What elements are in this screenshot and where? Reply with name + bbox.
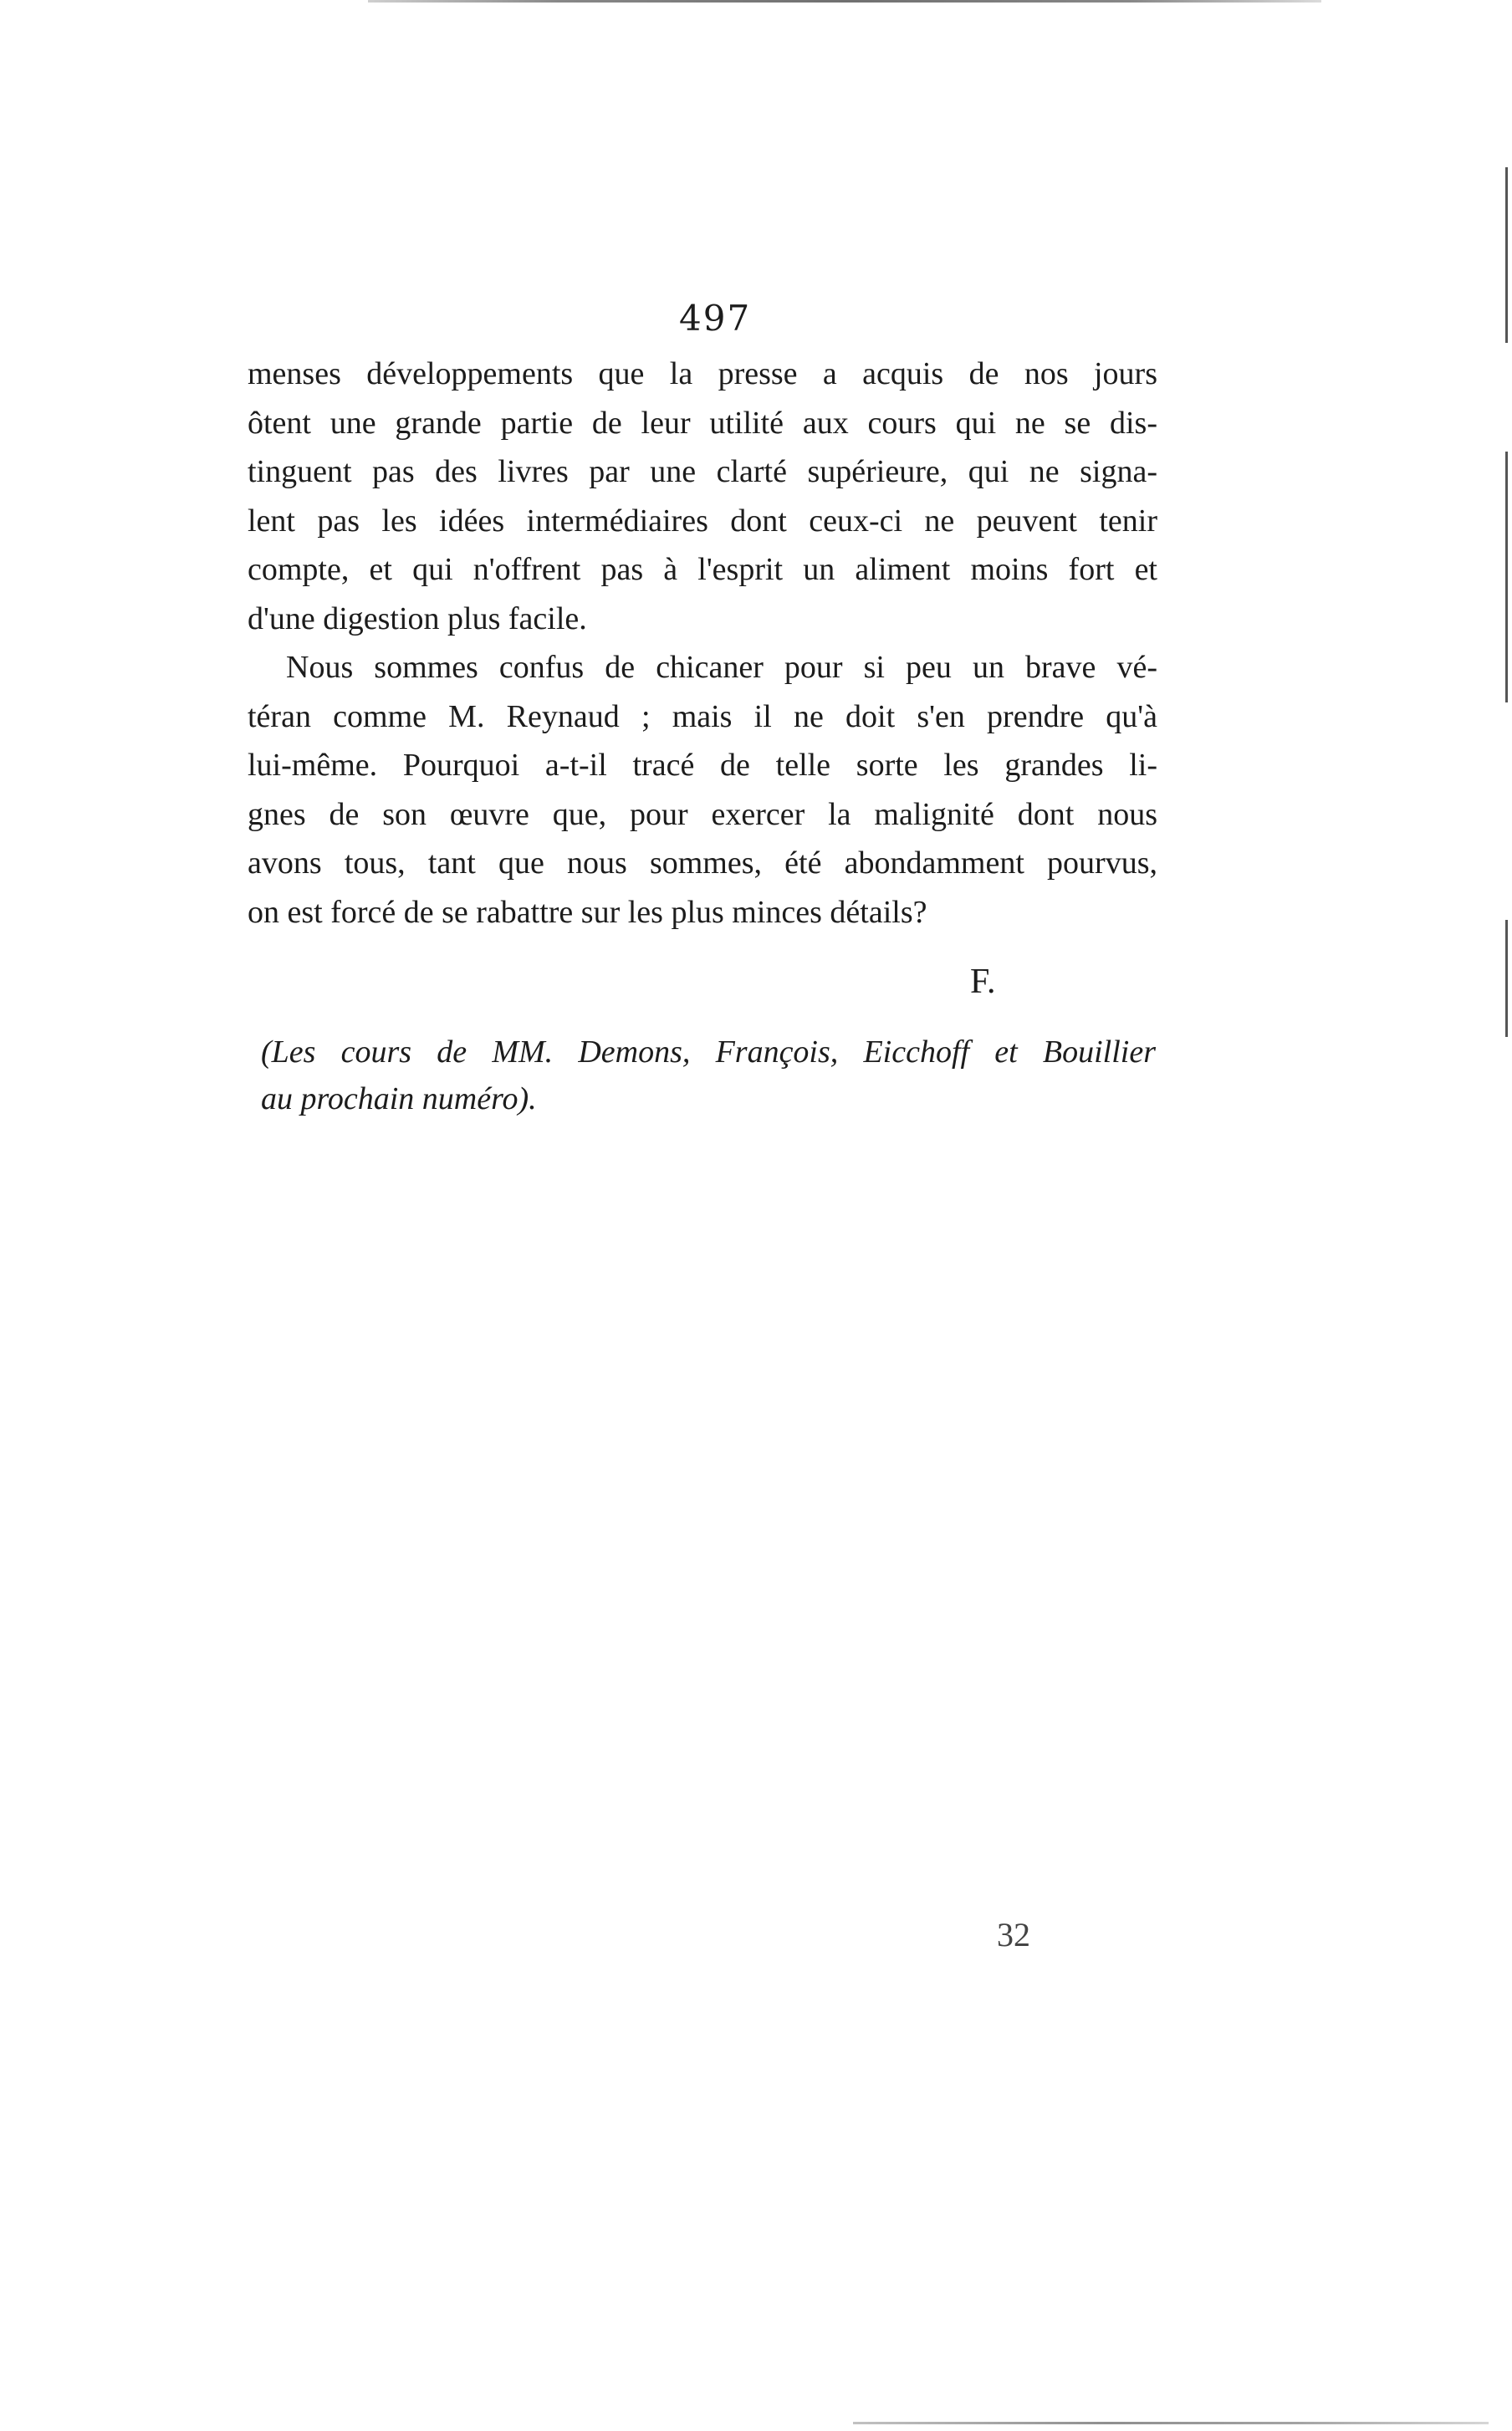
text-line: d'une digestion plus facile. <box>248 600 587 636</box>
text-line: compte, et qui n'offrent pas à l'esprit un aliment moins fort et <box>248 552 1157 587</box>
top-scan-edge <box>368 0 1321 3</box>
text-line: avons tous, tant que nous sommes, été abondamment pourvus, <box>248 845 1157 881</box>
note-line: (Les cours de MM. Demons, François, Eicchoff et Bouillier <box>261 1034 1156 1070</box>
text-line: lui-même. Pourquoi a-t-il tracé de telle sorte les grandes li- <box>248 748 1157 783</box>
text-line: tinguent pas des livres par une clarté supérieure, qui ne signa- <box>248 454 1157 489</box>
bottom-scan-edge <box>853 2422 1489 2424</box>
paragraph-1 <box>248 350 1157 643</box>
text-line: on est forcé de se rabattre sur les plus minces détails? <box>248 894 927 930</box>
paragraph-2 <box>248 643 1157 937</box>
signature-folio: 32 <box>997 1916 1030 1953</box>
editorial-note <box>261 1029 1156 1122</box>
text-line: Nous sommes confus de chicaner pour si peu un brave vé- <box>286 650 1157 685</box>
body-text <box>248 350 1157 937</box>
text-line: téran comme M. Reynaud ; mais il ne doit s'en prendre qu'à <box>248 698 1157 734</box>
note-line: au prochain numéro). <box>261 1081 537 1116</box>
scan-edge-mark <box>1505 167 1508 343</box>
text-line: lent pas les idées intermédiaires dont ceux-ci ne peuvent tenir <box>248 503 1157 539</box>
text-line: menses développements que la presse a acquis de nos jours <box>248 356 1157 391</box>
author-signature: F. <box>970 963 996 1001</box>
page-number: 497 <box>679 298 752 339</box>
text-line: ôtent une grande partie de leur utilité aux cours qui ne se dis- <box>248 405 1157 441</box>
scan-edge-mark <box>1505 452 1508 702</box>
scan-edge-mark <box>1505 920 1508 1037</box>
text-line: gnes de son œuvre que, pour exercer la malignité dont nous <box>248 796 1157 832</box>
